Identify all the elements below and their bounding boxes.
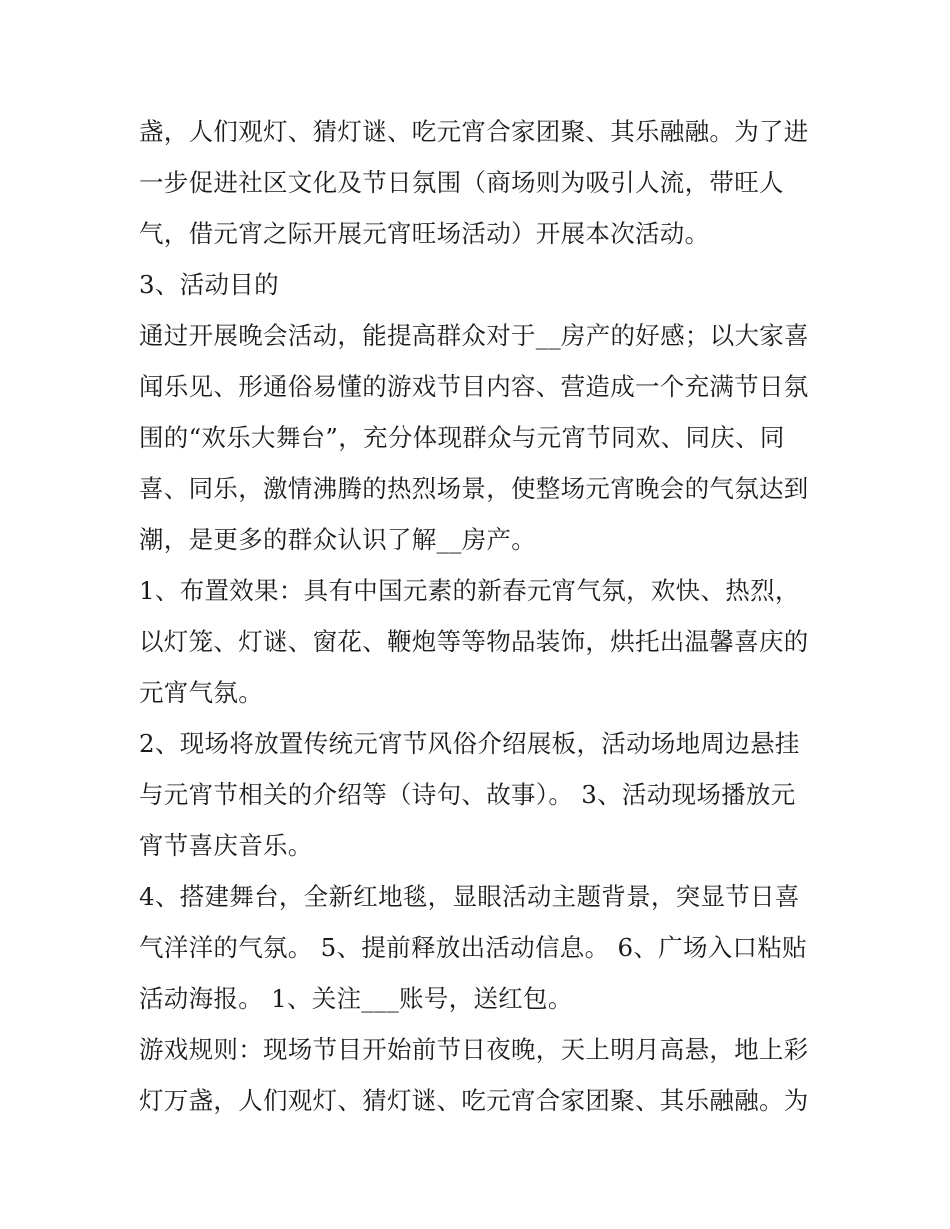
text-line: 灯万盏，人们观灯、猜灯谜、吃元宵合家团聚、其乐融融。为 xyxy=(139,1086,809,1115)
text-line: 通过开展晚会活动，能提高群众对于__房产的好感；以大家喜 xyxy=(139,321,809,350)
section-heading: 3、活动目的 xyxy=(139,270,279,299)
text-line: 元宵气氛。 xyxy=(139,678,263,707)
text-line: 活动海报。 1、关注___账号，送红包。 xyxy=(139,984,573,1013)
text-line: 盏，人们观灯、猜灯谜、吃元宵合家团聚、其乐融融。为了进 xyxy=(139,117,809,146)
text-line: 与元宵节相关的介绍等（诗句、故事）。 3、活动现场播放元 xyxy=(139,780,796,809)
text-line: 1、布置效果：具有中国元素的新春元宵气氛，欢快、热烈， xyxy=(139,576,800,605)
document-body xyxy=(139,106,829,1126)
text-line: 2、现场将放置传统元宵节风俗介绍展板，活动场地周边悬挂 xyxy=(139,729,800,758)
text-line: 气洋洋的气氛。 5、提前释放出活动信息。 6、广场入口粘贴 xyxy=(139,933,807,962)
text-line: 气，借元宵之际开展元宵旺场活动）开展本次活动。 xyxy=(139,219,710,248)
text-line: 4、搭建舞台，全新红地毯，显眼活动主题背景，突显节日喜 xyxy=(139,882,800,911)
text-line: 游戏规则：现场节目开始前节日夜晚，天上明月高悬，地上彩 xyxy=(139,1035,809,1064)
text-line: 一步促进社区文化及节日氛围（商场则为吸引人流，带旺人 xyxy=(139,168,784,197)
text-line: 潮，是更多的群众认识了解__房产。 xyxy=(139,525,537,554)
text-line: 围的“欢乐大舞台”，充分体现群众与元宵节同欢、同庆、同 xyxy=(139,423,785,452)
text-line: 喜、同乐，激情沸腾的热烈场景，使整场元宵晚会的气氛达到 xyxy=(139,474,809,503)
text-line: 闻乐见、形通俗易懂的游戏节目内容、营造成一个充满节日氛 xyxy=(139,372,809,401)
text-line: 以灯笼、灯谜、窗花、鞭炮等等物品装饰，烘托出温馨喜庆的 xyxy=(139,627,809,656)
text-line: 宵节喜庆音乐。 xyxy=(139,831,313,860)
